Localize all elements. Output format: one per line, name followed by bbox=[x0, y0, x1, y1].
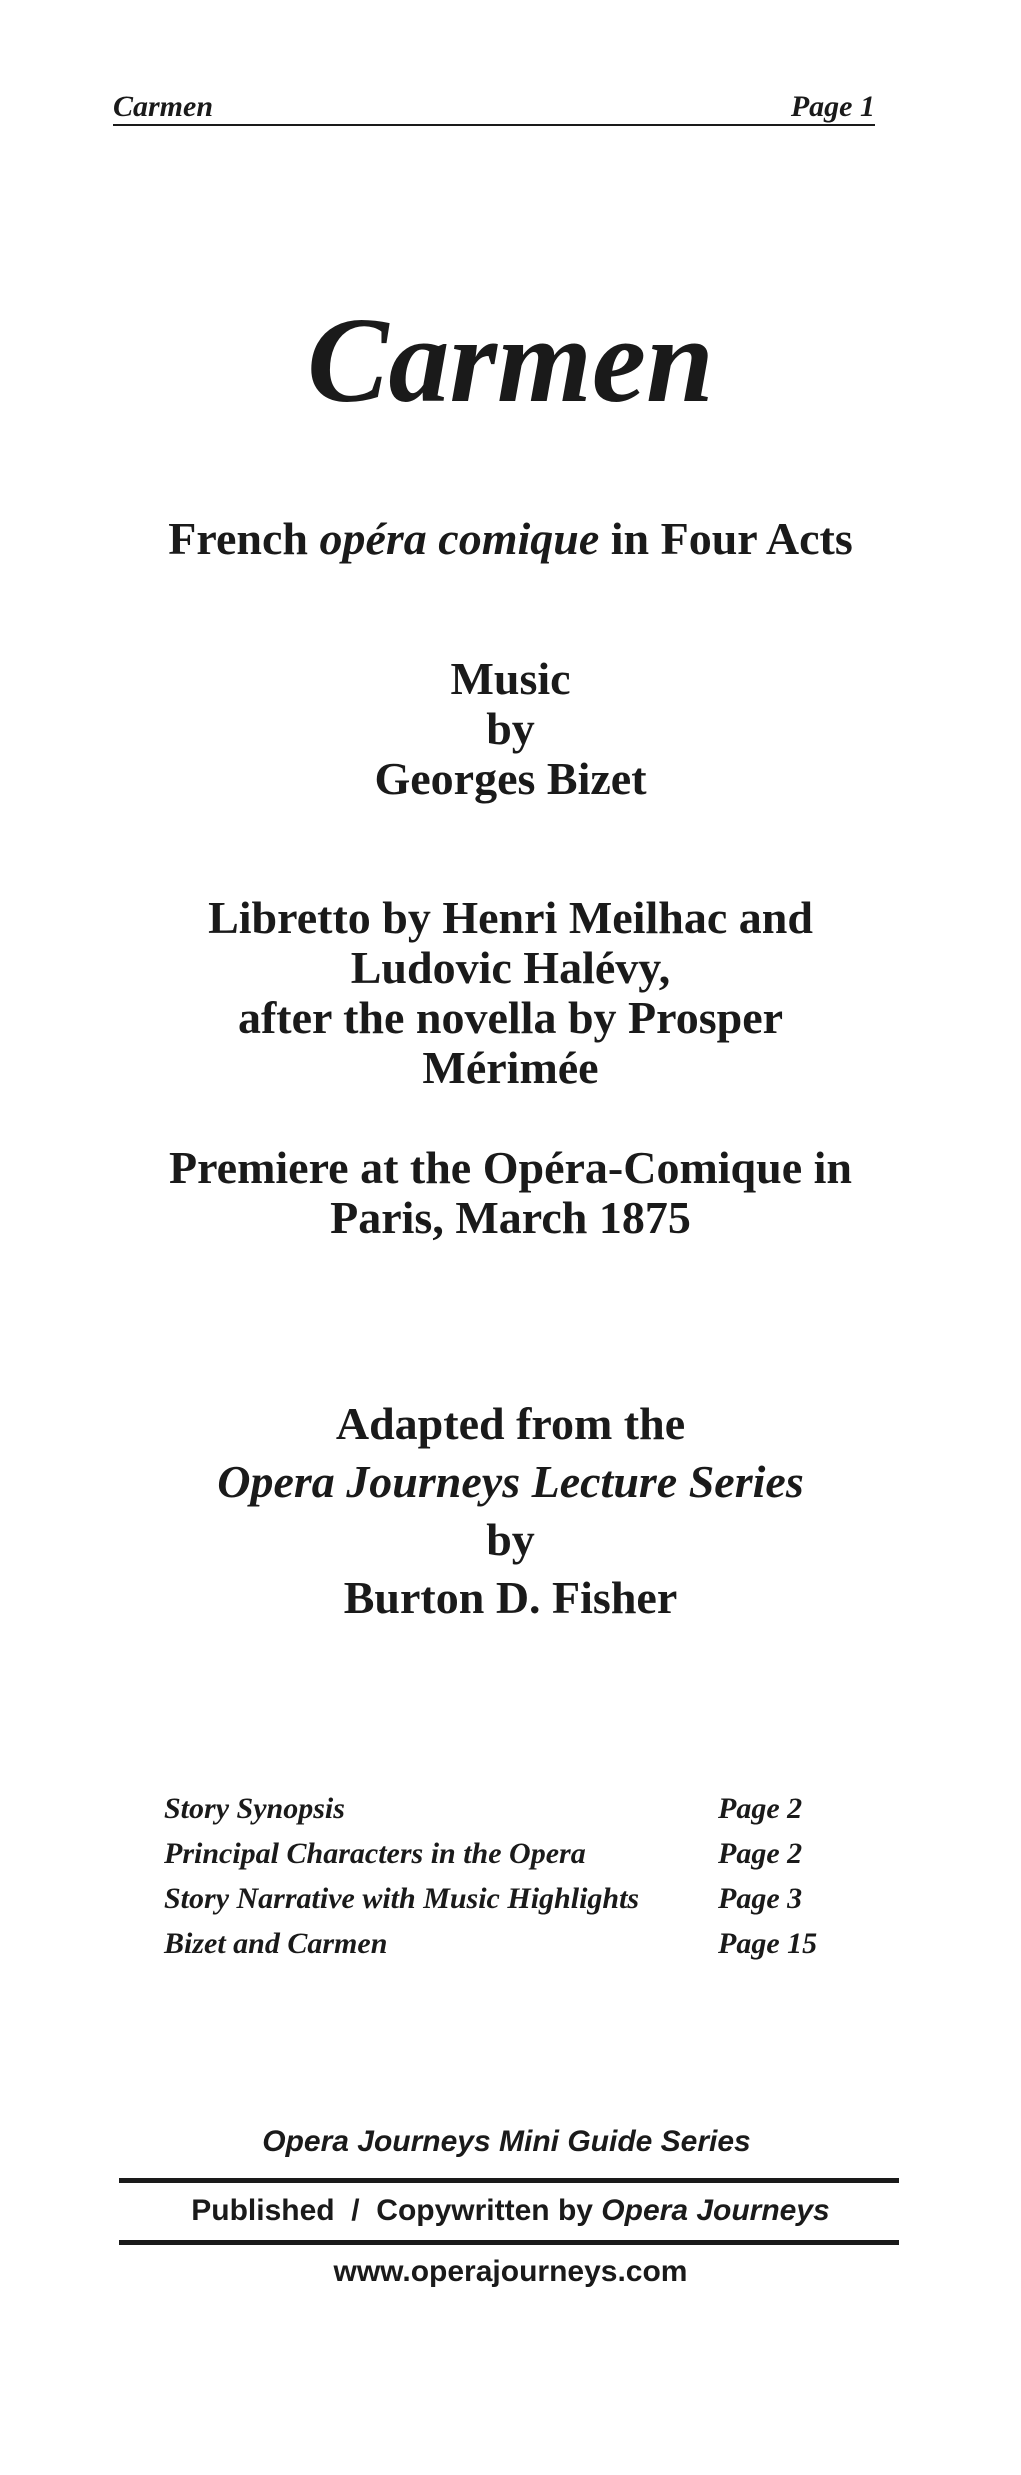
title-text: Carmen bbox=[307, 293, 714, 428]
subtitle bbox=[80, 514, 941, 564]
toc-item-narrative[interactable] bbox=[164, 1876, 864, 1921]
toc-label: Principal Characters in the Opera bbox=[164, 1837, 586, 1870]
toc-label: Story Narrative with Music Highlights bbox=[164, 1882, 640, 1915]
music-line-1: Music bbox=[450, 653, 571, 704]
music-credit bbox=[80, 654, 941, 804]
toc-item-bizet[interactable] bbox=[164, 1921, 864, 1966]
footer-rule-bottom bbox=[119, 2240, 899, 2245]
premiere-info bbox=[80, 1143, 941, 1243]
libretto-line-4: Mérimée bbox=[422, 1042, 599, 1093]
publisher-line bbox=[0, 2187, 1021, 2235]
toc-item-characters[interactable] bbox=[164, 1831, 864, 1876]
lecture-series-title: Opera Journeys Lecture Series bbox=[217, 1456, 804, 1507]
libretto-line-1: Libretto by Henri Meilhac and bbox=[208, 892, 813, 943]
subtitle-pre: French bbox=[168, 513, 320, 564]
toc-item-synopsis[interactable] bbox=[164, 1786, 864, 1831]
toc-page: Page 3 bbox=[718, 1882, 803, 1915]
libretto-line-3: after the novella by Prosper bbox=[237, 992, 784, 1043]
website-link[interactable]: www.operajourneys.com bbox=[333, 2255, 688, 2288]
libretto-credit bbox=[80, 893, 941, 1093]
table-of-contents bbox=[164, 1786, 864, 1966]
series-name-text: Opera Journeys Mini Guide Series bbox=[262, 2125, 751, 2158]
series-name bbox=[0, 2125, 1021, 2159]
premiere-line-1: Premiere at the Opéra-Comique in bbox=[168, 1142, 853, 1193]
toc-page: Page 2 bbox=[718, 1792, 803, 1825]
music-line-2: by bbox=[486, 703, 535, 754]
subtitle-italic: opéra comique bbox=[319, 513, 600, 564]
premiere-line-2: Paris, March 1875 bbox=[330, 1192, 691, 1243]
toc-label: Story Synopsis bbox=[164, 1792, 345, 1825]
libretto-line-2: Ludovic Halévy, bbox=[350, 942, 671, 993]
publisher-pre: Published / Copywritten by bbox=[191, 2194, 602, 2227]
header-title: Carmen bbox=[113, 90, 214, 123]
publisher-name: Opera Journeys bbox=[601, 2194, 830, 2227]
music-line-3: Georges Bizet bbox=[374, 753, 647, 804]
header-page-number: Page 1 bbox=[790, 90, 875, 123]
footer-rule-top bbox=[119, 2178, 899, 2183]
adapted-line-3: by bbox=[486, 1514, 535, 1565]
running-header bbox=[113, 88, 875, 126]
toc-page: Page 15 bbox=[718, 1927, 818, 1960]
adapted-line-2 bbox=[80, 1453, 941, 1511]
subtitle-post: in Four Acts bbox=[599, 513, 853, 564]
toc-page: Page 2 bbox=[718, 1837, 803, 1870]
adapted-line-1: Adapted from the bbox=[335, 1398, 686, 1449]
page-title bbox=[0, 293, 1021, 428]
adapted-line-4: Burton D. Fisher bbox=[343, 1572, 678, 1623]
toc-label: Bizet and Carmen bbox=[164, 1927, 388, 1960]
adaptation-credit bbox=[80, 1395, 941, 1627]
